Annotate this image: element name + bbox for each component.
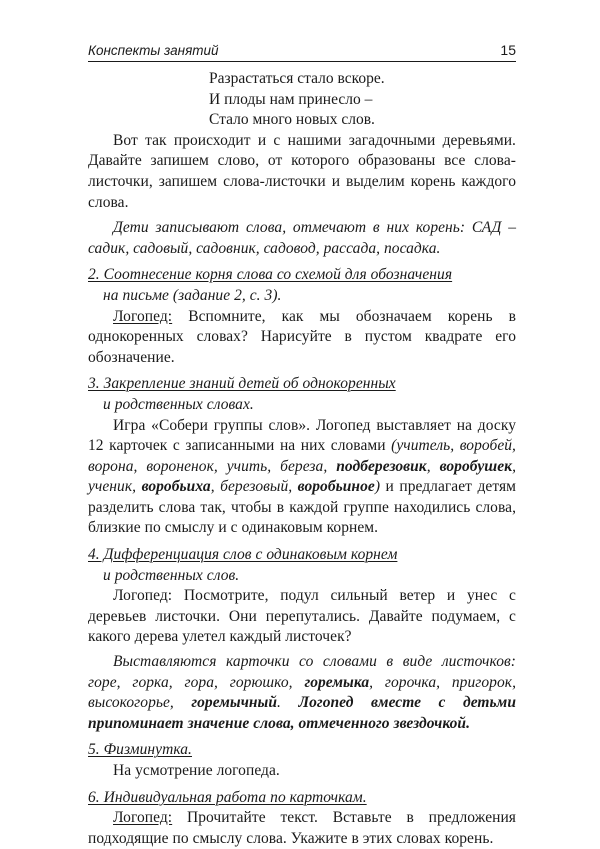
section-4-heading-line-2: и родственных слов. [103, 566, 240, 584]
running-header [88, 38, 516, 62]
section-2-heading-line-1: 2. Соотнесение корня слова со схемой для обозначения [88, 266, 453, 284]
section-3-heading-line-1: 3. Закрепление знаний детей об однокоренных [88, 375, 396, 393]
note-part: Выставляются карточки со словами в виде листочков: горе, горка, гора, горюшко, [88, 653, 516, 691]
word-bold: воробьиха [141, 478, 211, 496]
page-number: 15 [500, 42, 516, 58]
word-list-part: , березовый, [210, 478, 298, 496]
section-2-text: Вспомните, как мы обозначаем корень в однокоренных словах? Нарисуйте в пустом квадрате его обозначение. [88, 307, 516, 366]
section-5-paragraph: На усмотрение логопеда. [113, 762, 280, 779]
section-3-heading [88, 374, 516, 415]
note-part: . [277, 694, 299, 712]
children-note: Дети записывают слова, отмечают в них корень: САД – садик, садовый, садовник, садовод, рассада, посадка. [88, 219, 516, 257]
poem-fragment [88, 69, 516, 131]
speaker-label: Логопед: [113, 809, 173, 827]
note-part: , горочка, пригорок, высокогорье, [88, 673, 517, 712]
word-bold: воробушек [439, 457, 513, 475]
section-3-heading-line-2: и родственных словах. [103, 395, 254, 413]
poem-line-3: Стало много новых слов. [209, 111, 375, 129]
book-page [88, 38, 516, 849]
poem-line-2: И плоды нам принесло – [209, 90, 373, 108]
word-bold: воробьиное [297, 478, 375, 496]
section-2-heading [88, 265, 516, 306]
section-2-heading-line-2: на письме (задание 2, с. 3). [103, 286, 282, 304]
note-bold: горемычный [191, 694, 278, 712]
section-3-text-end: и предлагает детям разделить слова так, чтобы в каждой группе находились слова, близкие по смыслу и с одинаковым корнем. [88, 478, 516, 537]
section-3-paragraph [88, 416, 516, 540]
header-title: Конспекты занятий [88, 43, 219, 58]
section-4-heading-line-1: 4. Дифференциация слов с одинаковым корнем [88, 546, 398, 564]
section-5-heading-text: 5. Физминутка. [88, 741, 192, 759]
word-bold: подберезовик [336, 457, 427, 475]
note-bold: Логопед вместе с детьми припоминает значение слова, отмеченного звездочкой. [88, 694, 516, 732]
section-6-heading [88, 788, 516, 809]
word-list-part: (учитель, воробей, ворона, вороненок, учить, береза, [88, 437, 516, 475]
section-3-text-start: Игра «Собери группы слов». Логопед выставляет на доску 12 карточек с записанными на них словами [88, 416, 516, 455]
section-2-paragraph [88, 307, 516, 369]
note-bold: горемыка [304, 673, 370, 691]
section-4-paragraph: Логопед: Посмотрите, подул сильный ветер и унес с деревьев листочки. Они перепутались. Давайте подумаем, с какого дерева улетел каждый листочек? [88, 587, 516, 646]
section-4-heading [88, 545, 516, 586]
word-list-part: ) [374, 478, 381, 496]
word-list-part: , [426, 457, 440, 475]
section-6-text: Прочитайте текст. Вставьте в предложения подходящие по смыслу слова. Укажите в этих словах корень. [88, 809, 516, 847]
section-6-paragraph [88, 808, 516, 849]
speaker-label: Логопед: [113, 307, 173, 325]
section-4-note [88, 652, 516, 734]
section-5-heading [88, 740, 516, 761]
poem-line-1: Разрастаться стало вскоре. [209, 70, 385, 87]
intro-paragraph: Вот так происходит и с нашими загадочными деревьями. Давайте запишем слово, от которого образованы все слова-листочки, запишем слова-листочки и выделим корень каждого слова. [88, 131, 516, 211]
word-list-part: , ученик, [88, 457, 516, 496]
section-6-heading-text: 6. Индивидуальная работа по карточкам. [88, 788, 367, 806]
